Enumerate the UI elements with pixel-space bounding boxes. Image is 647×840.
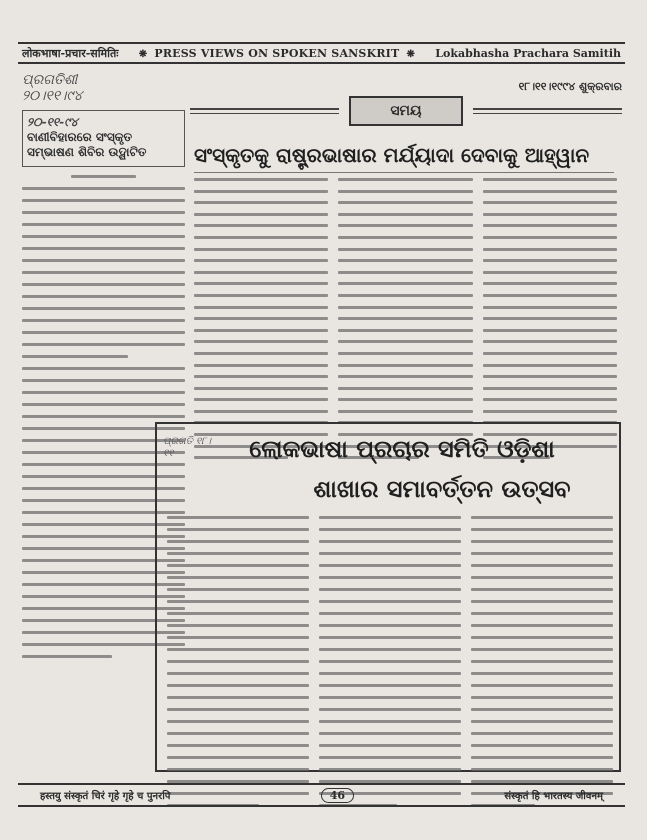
article2-body <box>167 516 613 766</box>
handwritten-note: ପ୍ରଗତିଶୀ ୨୦।୧୧।୯୪ <box>22 72 83 104</box>
article1-masthead <box>190 80 622 126</box>
article2-headline-line2: ଶାଖାର ସମାବର୍ତ୍ତନ ଉତ୍ସବ <box>313 475 571 503</box>
star-icon: ❋ <box>138 48 148 60</box>
article2-headline-line1: ଲୋକଭାଷା ପ୍ରଚାର ସମିତି ଓଡ଼ିଶା <box>249 435 555 463</box>
article2-handwritten-note: ପ୍ରଗତି ୧୮।୧୧ <box>163 436 211 459</box>
page-footer <box>18 783 625 807</box>
article2-box <box>155 422 621 772</box>
header-right: Lokabhasha Prachara Samitih <box>435 46 621 60</box>
page-header <box>18 42 625 64</box>
footer-right: संस्कृतं हि भारतस्य जीवनम् <box>504 791 603 802</box>
header-middle <box>118 47 435 60</box>
star-icon: ❋ <box>406 48 416 60</box>
footer-left: हस्तयु संस्कृतं चिरं गृहे गृहे च पुनरपि <box>40 791 171 802</box>
left-article-headline: ବାଣୀବିହାରରେ ସଂସ୍କୃତ ସମ୍ଭାଷଣ ଶିବିର ଉଦ୍ଘାଟିତ <box>27 130 147 159</box>
left-article-box <box>22 110 185 167</box>
article1-body <box>194 178 617 418</box>
page-number: 46 <box>321 788 354 803</box>
handwritten-date: ୨୦-୧୧-୯୪ <box>27 115 78 129</box>
header-left: लोकभाषा-प्रचार-समितिः <box>22 46 119 60</box>
article1-headline: ସଂସ୍କୃତକୁ ରାଷ୍ଟ୍ରଭାଷାର ମର୍ଯ୍ୟାଦା ଦେବାକୁ ଆହ୍ୱାନ <box>194 142 614 173</box>
article1-dateline: ୧୮।୧୧।୧୯୯୪ ଶୁକ୍ରବାର <box>518 80 622 93</box>
newspaper-name: ସମୟ <box>349 96 463 126</box>
header-middle-text: PRESS VIEWS ON SPOKEN SANSKRIT <box>154 46 400 60</box>
